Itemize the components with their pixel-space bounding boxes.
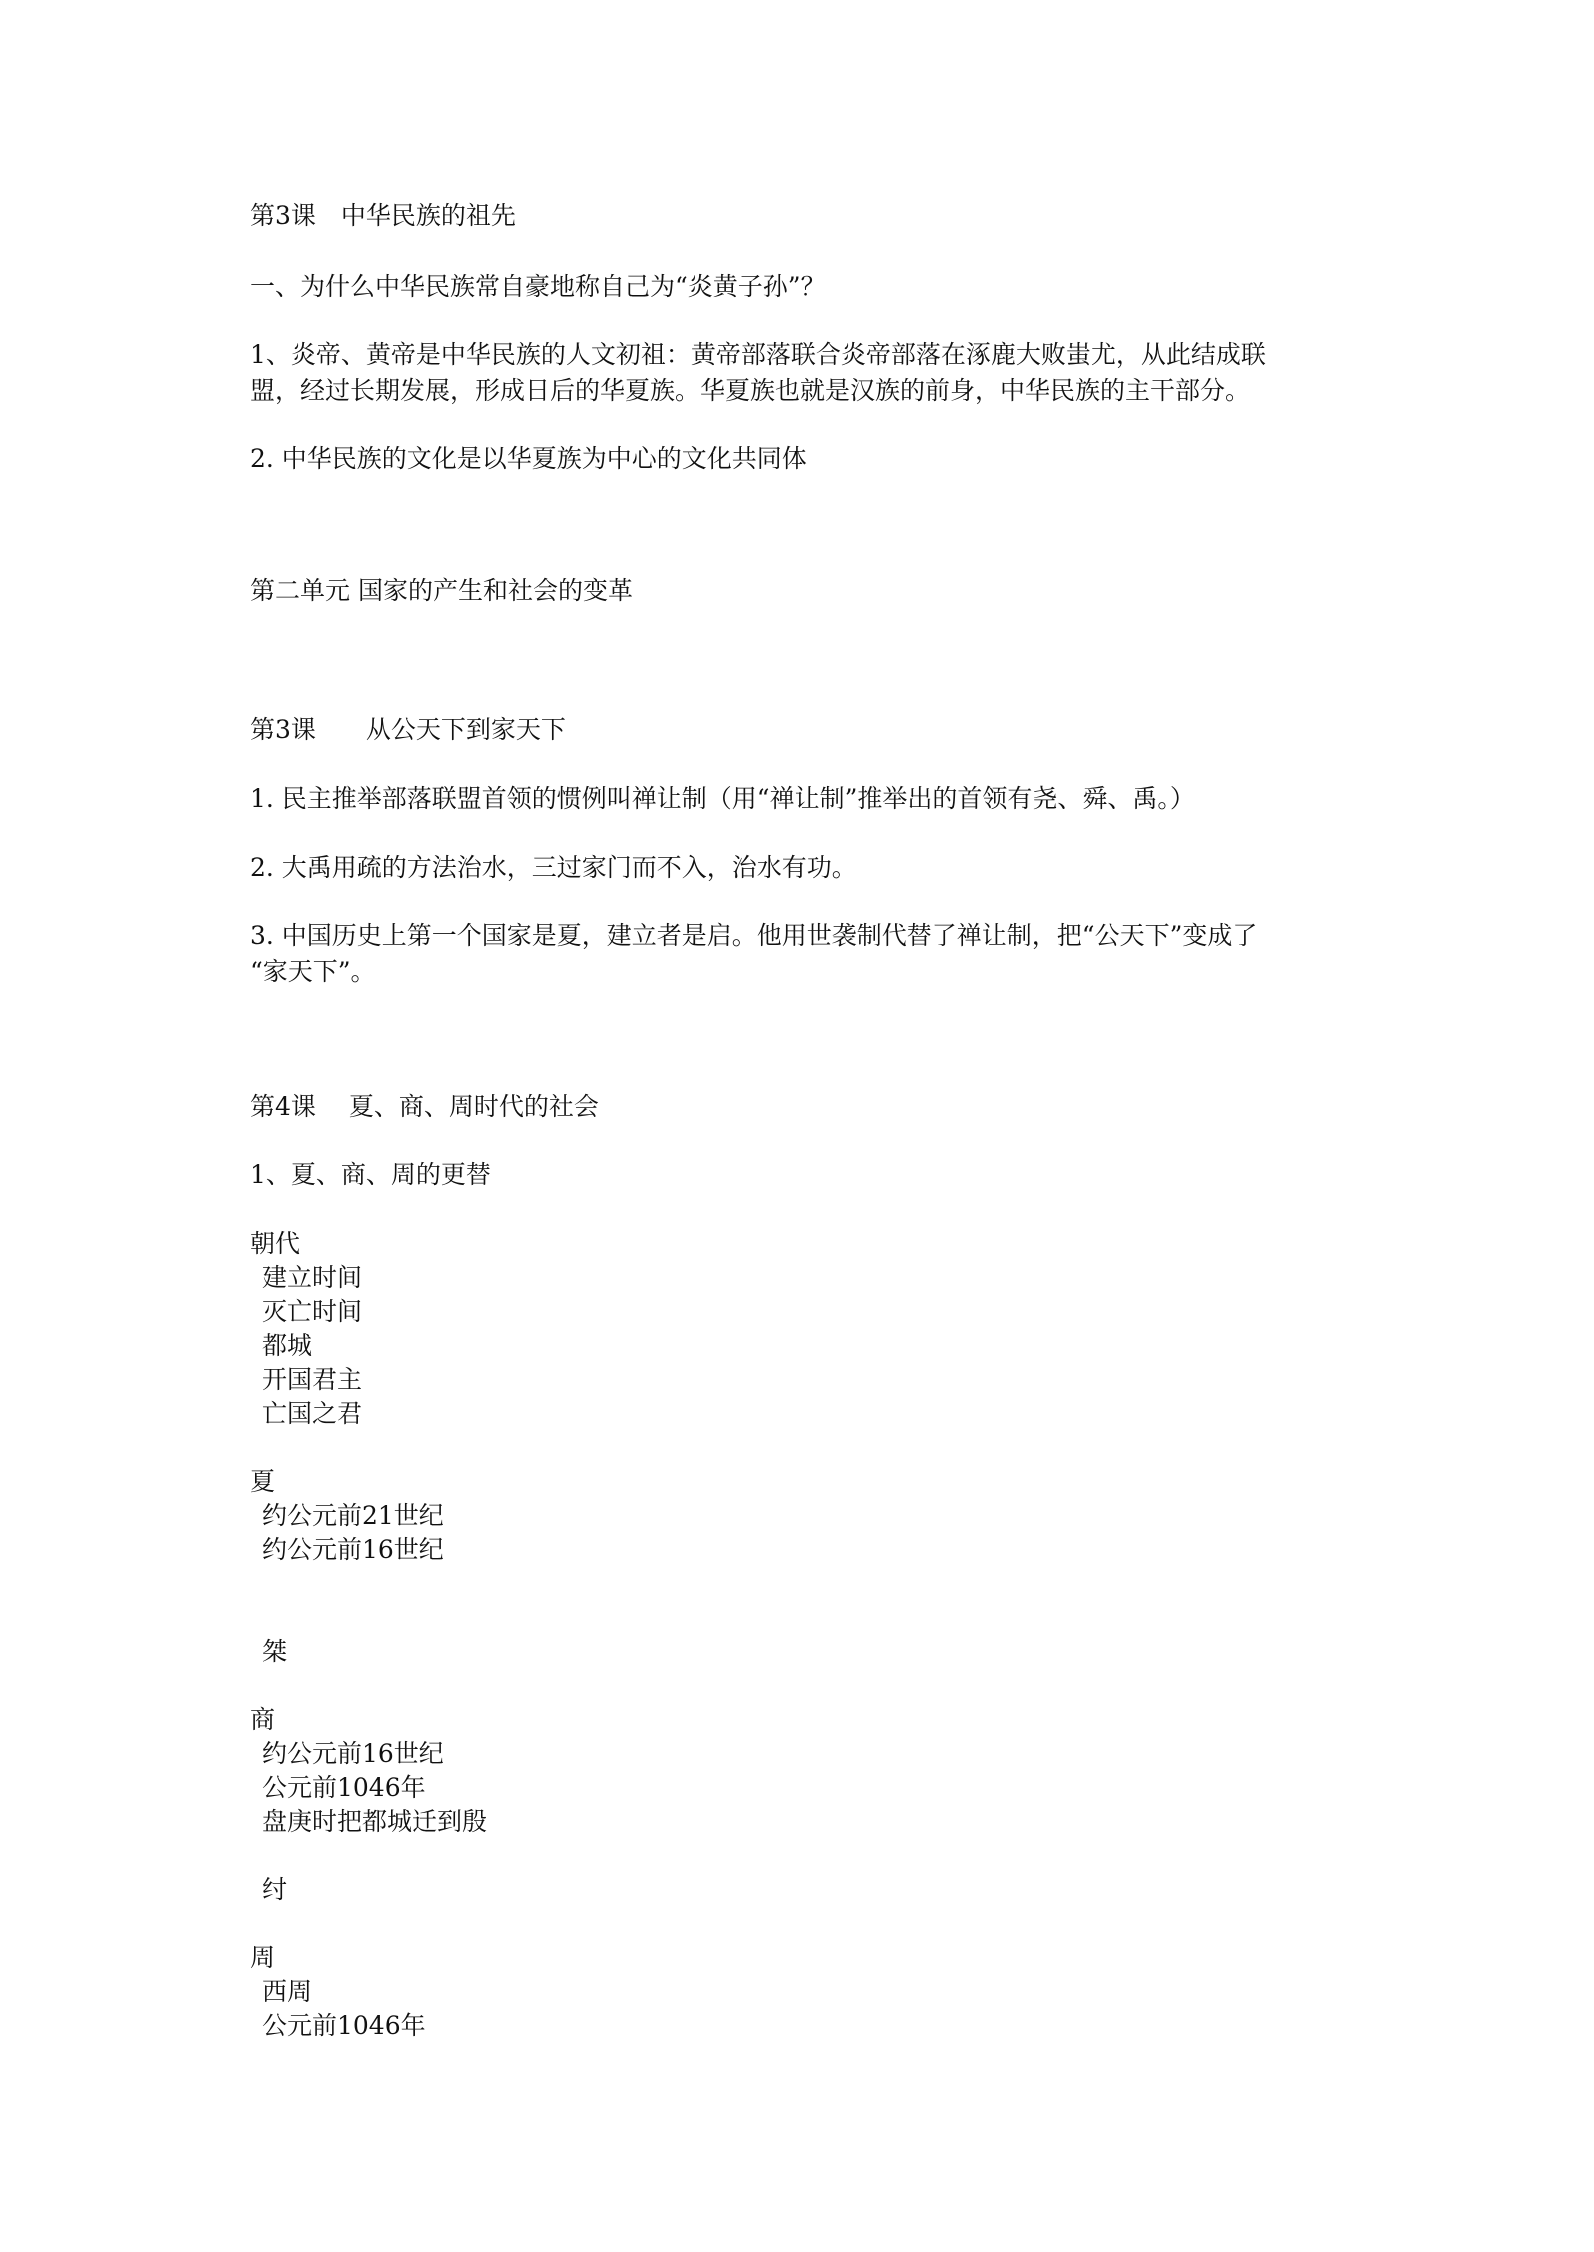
lesson3b-title: 第3课 从公天下到家天下 <box>250 715 566 744</box>
lesson3-question: 一、为什么中华民族常自豪地称自己为“炎黄子孙”？ <box>250 272 826 301</box>
unit2-title: 第二单元 国家的产生和社会的变革 <box>250 576 633 605</box>
lesson3-point1 <box>250 337 1400 409</box>
lesson3b-point1: 1. 民主推举部落联盟首领的惯例叫禅让制（用“禅让制”推举出的首领有尧、舜、禹。） <box>250 784 1195 813</box>
lesson3-point2: 2. 中华民族的文化是以华夏族为中心的文化共同体 <box>250 444 807 473</box>
table-header-dynasty: 朝代 <box>250 1229 301 1258</box>
table-shang-capital: 盘庚时把都城迁到殷 <box>262 1807 488 1836</box>
table-zhou-label: 周 <box>250 1943 276 1972</box>
lesson3-point1-line1: 1、炎帝、黄帝是中华民族的人文初祖：黄帝部落联合炎帝部落在涿鹿大败蚩尤，从此结成联 <box>250 340 1266 369</box>
lesson3b-point3-line2: “家天下”。 <box>250 957 376 986</box>
table-shang-last-ruler: 纣 <box>262 1875 288 1904</box>
table-header-founder: 开国君主 <box>262 1365 363 1394</box>
table-header-fell: 灭亡时间 <box>262 1297 363 1326</box>
table-xia-last-ruler: 桀 <box>262 1637 288 1666</box>
lesson3b-point3-line1: 3. 中国历史上第一个国家是夏，建立者是启。他用世袭制代替了禅让制，把“公天下”变成了 <box>250 921 1258 950</box>
table-xia-fell: 约公元前16世纪 <box>262 1535 444 1564</box>
lesson4-title: 第4课 夏、商、周时代的社会 <box>250 1092 599 1121</box>
lesson4-subtitle: 1、夏、商、周的更替 <box>250 1160 491 1189</box>
lesson3b-point2: 2. 大禹用疏的方法治水，三过家门而不入，治水有功。 <box>250 853 857 882</box>
table-shang-label: 商 <box>250 1705 276 1734</box>
table-xia-label: 夏 <box>250 1467 276 1496</box>
lesson3-title: 第3课 中华民族的祖先 <box>250 201 516 230</box>
table-shang-established: 约公元前16世纪 <box>262 1739 444 1768</box>
lesson3b-point3 <box>250 918 1400 990</box>
table-header-last-ruler: 亡国之君 <box>262 1399 363 1428</box>
table-header-capital: 都城 <box>262 1331 313 1360</box>
table-xia-established: 约公元前21世纪 <box>262 1501 444 1530</box>
table-zhou-established: 公元前1046年 <box>262 2011 426 2040</box>
table-header-established: 建立时间 <box>262 1263 363 1292</box>
table-shang-fell: 公元前1046年 <box>262 1773 426 1802</box>
table-zhou-sub: 西周 <box>262 1977 313 2006</box>
lesson3-point1-line2: 盟，经过长期发展，形成日后的华夏族。华夏族也就是汉族的前身，中华民族的主干部分。 <box>250 376 1251 405</box>
